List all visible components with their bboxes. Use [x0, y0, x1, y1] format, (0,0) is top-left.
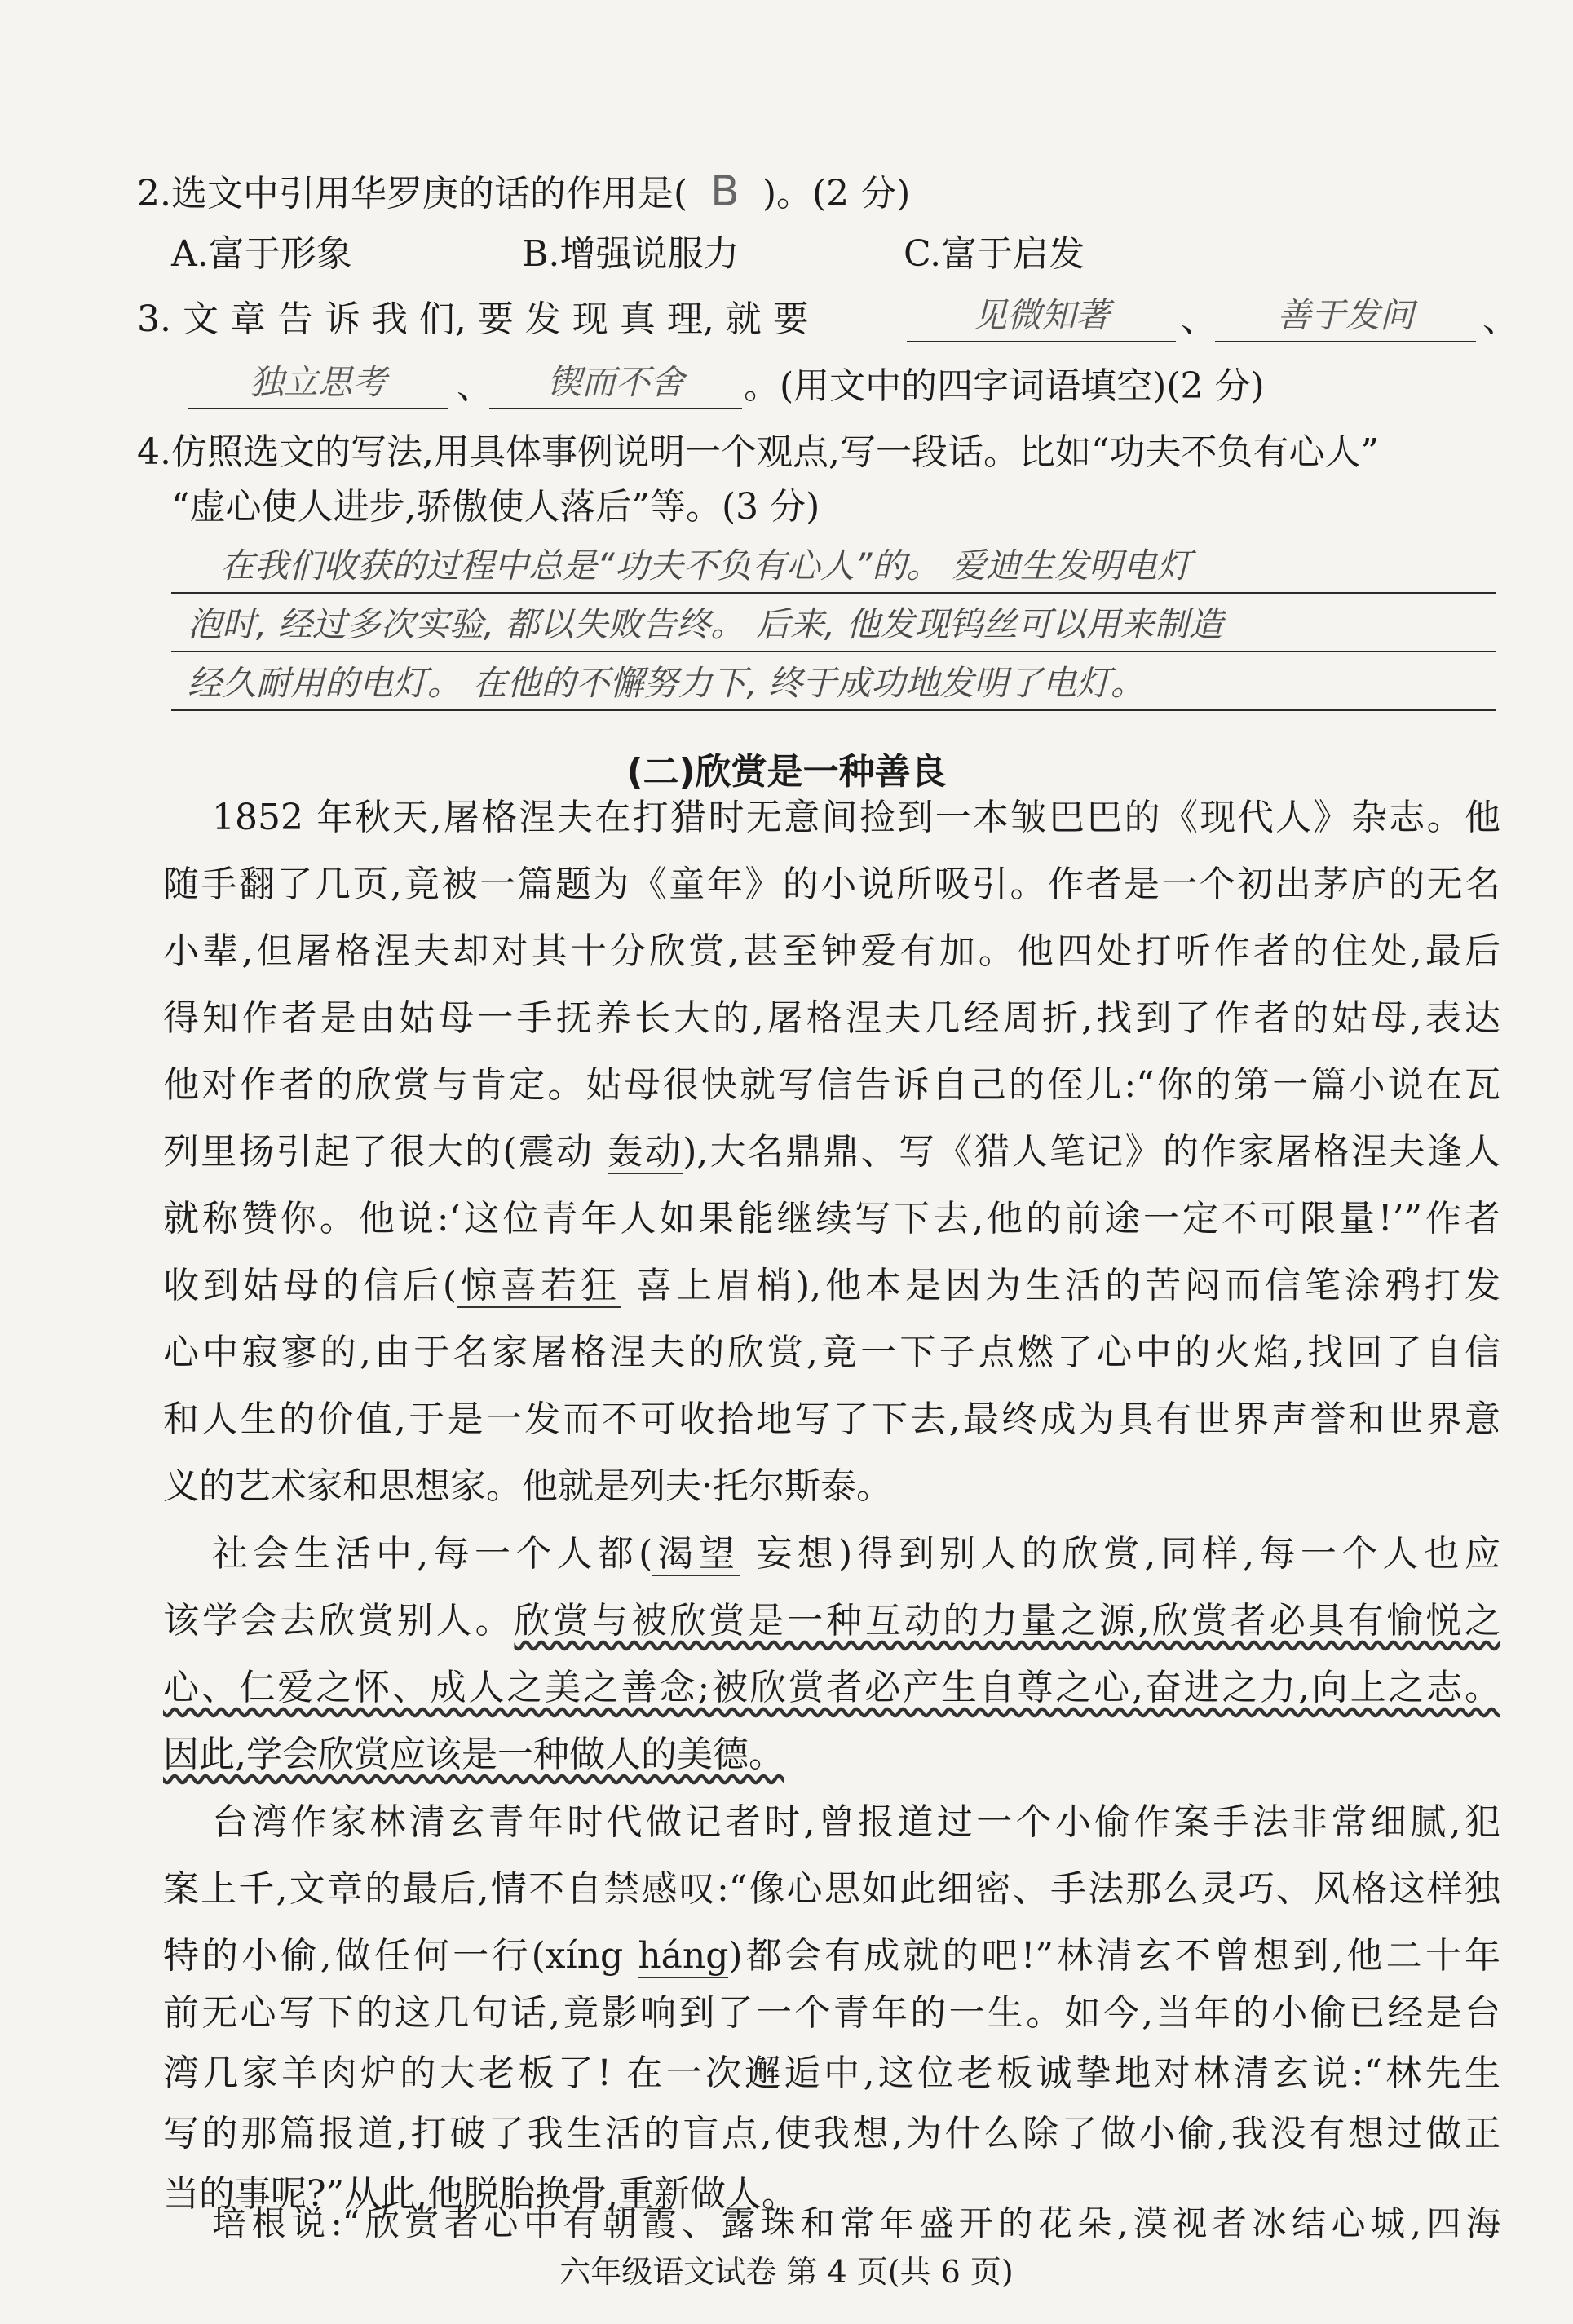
- p1-line-5: 他对作者的欣赏与肯定。姑母很快就写信告诉自己的侄儿:“你的第一篇小说在瓦: [163, 1064, 1500, 1106]
- p2-line-4: [163, 1730, 1500, 1780]
- p3-line-6: 写的那篇报道,打破了我生活的盲点,使我想,为什么除了做小偷,我没有想过做正: [163, 2113, 1500, 2154]
- p2-line-1: 社会生活中,每一个人都(渴望 妄想)得到别人的欣赏,同样,每一个人也应: [212, 1533, 1500, 1575]
- q2-option-c[interactable]: C.富于启发: [904, 233, 1085, 275]
- q2-option-b[interactable]: B.增强说服力: [522, 233, 740, 275]
- underlined-choice-hongdong[interactable]: 轰动: [607, 1131, 683, 1173]
- q3-blank-2[interactable]: 善于发问: [1215, 292, 1476, 342]
- underlined-choice-hang[interactable]: háng: [638, 1935, 729, 1977]
- q3-tail: 。(用文中的四字词语填空)(2 分): [744, 365, 1265, 407]
- p1-line-4: 得知作者是由姑母一手抚养长大的,屠格涅夫几经周折,找到了作者的姑母,表达: [163, 997, 1500, 1039]
- q3-sep-1: 、: [1181, 298, 1217, 340]
- p1-line-1: 1852 年秋天,屠格涅夫在打猎时无意间捡到一本皱巴巴的《现代人》杂志。他: [212, 797, 1500, 838]
- underlined-choice-jingxi[interactable]: 惊喜若狂: [457, 1265, 621, 1306]
- q3-stem: 3. 文 章 告 诉 我 们, 要 发 现 真 理, 就 要: [137, 298, 809, 340]
- q3-sep-3: 、: [457, 365, 493, 407]
- q4-answer-line-1[interactable]: 在我们收获的过程中总是“功夫不负有心人”的。 爱迪生发明电灯: [171, 538, 1496, 594]
- p1-line-7: 就称赞你。他说:‘这位青年人如果能继续写下去,他的前途一定不可限量!’”作者: [163, 1198, 1500, 1239]
- p3-line-5: 湾几家羊肉炉的大老板了! 在一次邂逅中,这位老板诚挚地对林清玄说:“林先生: [163, 2052, 1500, 2094]
- p1-line-2: 随手翻了几页,竟被一篇题为《童年》的小说所吸引。作者是一个初出茅庐的无名: [163, 864, 1500, 905]
- underlined-choice-kewang[interactable]: 渴望: [652, 1533, 740, 1575]
- wavy-underline-text-1[interactable]: 欣赏与被欣赏是一种互动的力量之源,欣赏者必具有愉悦之: [514, 1600, 1501, 1641]
- p1-line-9: 心中寂寥的,由于名家屠格涅夫的欣赏,竟一下子点燃了心中的火焰,找回了自信: [163, 1332, 1500, 1373]
- p1-line-6: 列里扬引起了很大的(震动 轰动),大名鼎鼎、写《猎人笔记》的作家屠格涅夫逢人: [163, 1131, 1501, 1173]
- q2-answer[interactable]: B: [710, 167, 740, 216]
- q4-answer-line-2[interactable]: 泡时, 经过多次实验, 都以失败告终。 后来, 他发现钨丝可以用来制造: [171, 597, 1496, 652]
- q4-stem-line-1: 4.仿照选文的写法,用具体事例说明一个观点,写一段话。比如“功夫不负有心人”: [137, 431, 1379, 473]
- p1-line-8: 收到姑母的信后(惊喜若狂 喜上眉梢),他本是因为生活的苦闷而信笔涂鸦打发: [163, 1265, 1501, 1306]
- p2-line-2: 该学会去欣赏别人。欣赏与被欣赏是一种互动的力量之源,欣赏者必具有愉悦之: [163, 1600, 1501, 1641]
- q4-stem-line-2: “虚心使人进步,骄傲使人落后”等。(3 分): [171, 486, 820, 528]
- p3-line-2: 案上千,文章的最后,情不自禁感叹:“像心思如此细密、手法那么灵巧、风格这样独: [163, 1868, 1500, 1910]
- p4-line-1: 培根说:“欣赏者心中有朝霞、露珠和常年盛开的花朵,漠视者冰结心城,四海: [212, 2203, 1500, 2243]
- p3-line-1: 台湾作家林清玄青年时代做记者时,曾报道过一个小偷作案手法非常细腻,犯: [212, 1801, 1500, 1843]
- p1-line-10: 和人生的价值,于是一发而不可收拾地写了下去,最终成为具有世界声誉和世界意: [163, 1398, 1500, 1440]
- q3-blank-3[interactable]: 独立思考: [188, 359, 448, 409]
- p1-line-3: 小辈,但屠格涅夫却对其十分欣赏,甚至钟爱有加。他四处打听作者的住处,最后: [163, 930, 1500, 972]
- q3-blank-1[interactable]: 见微知著: [907, 292, 1176, 342]
- wavy-underline-text-3[interactable]: 因此,学会欣赏应该是一种做人的美德。: [163, 1734, 784, 1775]
- q3-sep-2: 、: [1482, 298, 1518, 340]
- p3-line-7: 当的事呢?”从此,他脱胎换骨,重新做人。: [163, 2173, 798, 2215]
- q4-answer-line-3[interactable]: 经久耐用的电灯。 在他的不懈努力下, 终于成功地发明了电灯。: [171, 656, 1496, 711]
- q2-option-a[interactable]: A.富于形象: [171, 233, 352, 275]
- page-footer: 六年级语文试卷 第 4 页(共 6 页): [559, 2254, 1014, 2290]
- q3-blank-4[interactable]: 锲而不舍: [489, 359, 742, 409]
- section-title: (二)欣赏是一种善良: [626, 751, 947, 793]
- q2-stem: 2.选文中引用华罗庚的话的作用是( B )。(2 分): [137, 167, 911, 216]
- p3-line-4: 前无心写下的这几句话,竟影响到了一个青年的一生。如今,当年的小偷已经是台: [163, 1992, 1500, 2034]
- p1-line-11: 义的艺术家和思想家。他就是列夫·托尔斯泰。: [163, 1465, 892, 1507]
- p3-line-3: 特的小偷,做任何一行(xíng háng)都会有成就的吧!”林清玄不曾想到,他二十年: [163, 1935, 1500, 1977]
- wavy-underline-text-2[interactable]: 心、仁爱之怀、成人之美之善念;被欣赏者必产生自尊之心,奋进之力,向上之志。: [163, 1667, 1500, 1708]
